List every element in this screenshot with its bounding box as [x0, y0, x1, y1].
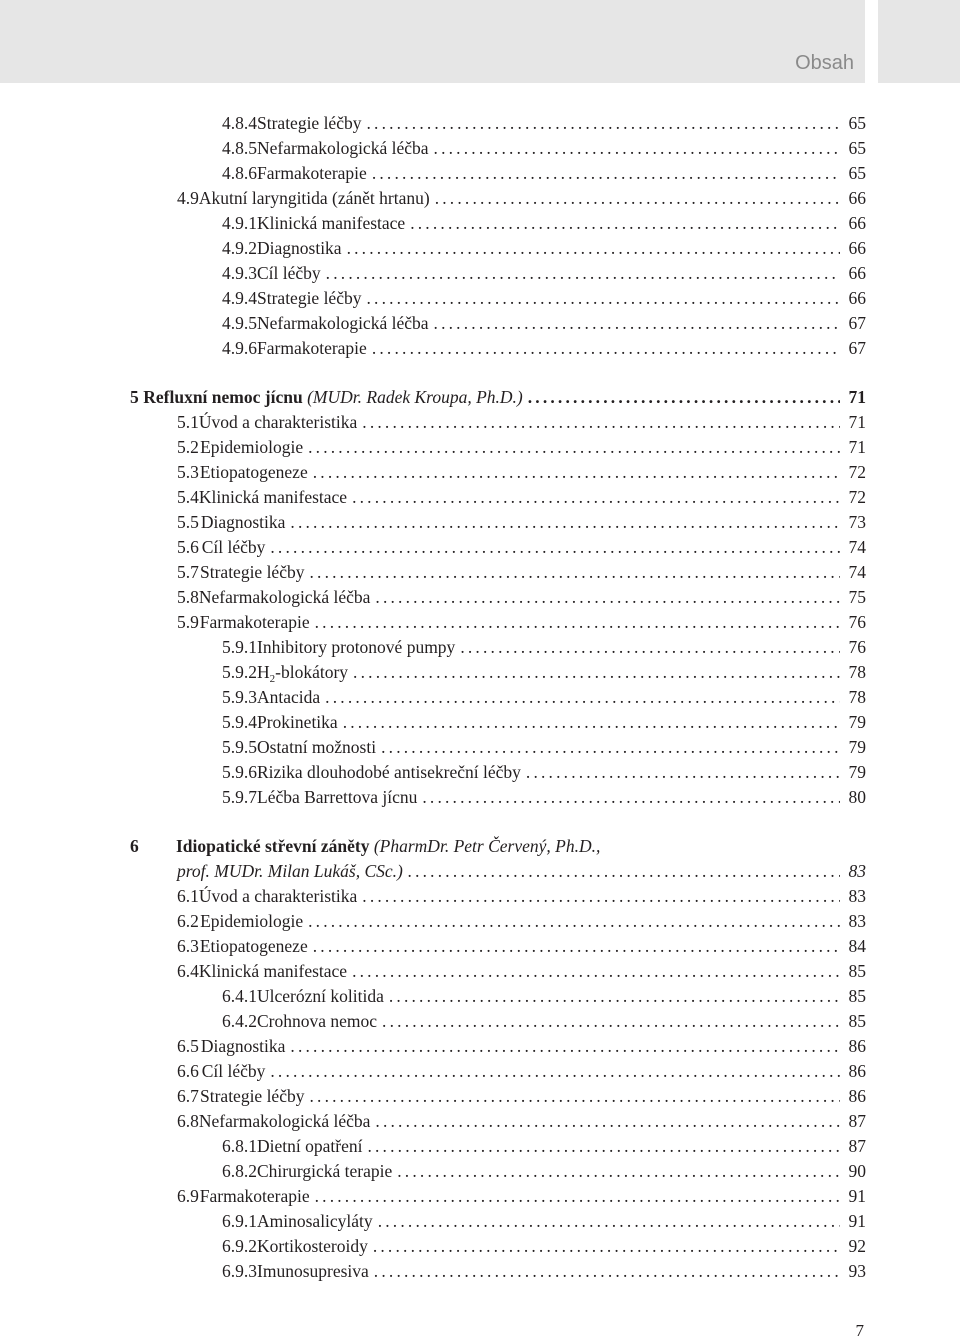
toc-entry-number: 5.4 — [177, 487, 199, 507]
toc-entry-title: $H_2$-blokátory — [257, 662, 349, 685]
toc-entry-title: prof. MUDr. Milan Lukáš, CSc.) — [177, 861, 403, 881]
header-band — [0, 0, 865, 83]
toc-entry-title: Ulcerózní kolitida — [257, 986, 384, 1006]
dot-leader — [460, 635, 840, 660]
toc-entry-number: 6 — [130, 836, 139, 856]
toc-entry-number: 6.9.1 — [222, 1211, 257, 1231]
toc-entry-page: 86 — [848, 1061, 866, 1081]
toc-entry-title: Farmakoterapie — [257, 338, 367, 358]
toc-entry-page: 87 — [848, 1136, 866, 1156]
toc-entry-page: 72 — [848, 462, 866, 482]
dot-leader — [434, 311, 840, 336]
dot-leader — [315, 610, 840, 635]
dot-leader — [375, 585, 840, 610]
toc-entry-page: 71 — [848, 412, 866, 432]
dot-leader — [290, 510, 840, 535]
toc-entry-number: 5.9.4 — [222, 712, 257, 732]
toc-entry-number: 5.9.6 — [222, 762, 257, 782]
toc-entry-page: 66 — [848, 288, 866, 308]
dot-leader — [308, 435, 840, 460]
toc-entry-title: Nefarmakologická léčba — [257, 138, 429, 158]
toc-entry-author: (PharmDr. Petr Červený, Ph.D., — [369, 836, 601, 856]
toc-entry[interactable] — [177, 435, 866, 460]
toc-entry-number: 4.9 — [177, 188, 199, 208]
dot-leader — [313, 460, 840, 485]
toc-entry[interactable] — [177, 510, 866, 535]
toc-entry-page: 66 — [848, 213, 866, 233]
dot-leader — [290, 1034, 840, 1059]
dot-leader — [382, 1009, 840, 1034]
toc-entry[interactable] — [222, 1009, 866, 1034]
dot-leader — [372, 161, 840, 186]
toc-entry-page: 86 — [848, 1086, 866, 1106]
toc-entry-title: Etiopatogeneze — [199, 462, 308, 482]
dot-leader — [347, 236, 840, 261]
toc-entry[interactable] — [222, 984, 866, 1009]
dot-leader — [422, 785, 840, 810]
toc-entry-number: 5.9.5 — [222, 737, 257, 757]
toc-entry[interactable] — [130, 834, 866, 859]
toc-entry-number: 4.9.5 — [222, 313, 257, 333]
dot-leader — [374, 1259, 840, 1284]
toc-entry[interactable] — [222, 760, 866, 785]
toc-entry-number: 4.9.1 — [222, 213, 257, 233]
toc-entry[interactable] — [177, 1059, 866, 1084]
toc-entry-author: (MUDr. Radek Kroupa, Ph.D.) — [302, 387, 523, 407]
toc-entry-title: Idiopatické střevní záněty (PharmDr. Petr Červený, Ph.D., — [176, 836, 601, 856]
toc-entry-number: 6.8 — [177, 1111, 199, 1131]
toc-entry[interactable] — [222, 211, 866, 236]
dot-leader — [381, 735, 840, 760]
dot-leader — [353, 660, 840, 685]
dot-leader — [315, 1184, 840, 1209]
toc-entry[interactable] — [177, 1109, 866, 1134]
toc-entry-page: 71 — [848, 387, 866, 407]
toc-entry-number: 6.9.2 — [222, 1236, 257, 1256]
dot-leader — [373, 1234, 840, 1259]
toc-entry[interactable] — [177, 610, 866, 635]
dot-leader — [352, 485, 840, 510]
toc-entry-title: Strategie léčby — [257, 288, 362, 308]
toc-entry-page: 78 — [848, 662, 866, 682]
toc-entry-number: 6.2 — [177, 911, 199, 931]
toc-entry-number: 6.4 — [177, 961, 199, 981]
toc-entry-number: 5.9 — [177, 612, 199, 632]
dot-leader — [309, 560, 840, 585]
dot-leader — [326, 261, 840, 286]
toc-entry-title: Farmakoterapie — [199, 1186, 310, 1206]
toc-entry[interactable] — [222, 1209, 866, 1234]
dot-leader — [372, 336, 840, 361]
toc-entry-page: 74 — [848, 537, 866, 557]
toc-entry-page: 65 — [848, 138, 866, 158]
toc-entry-number: 6.6 — [177, 1061, 199, 1081]
toc-entry-number: 4.9.4 — [222, 288, 257, 308]
toc-entry-page: 83 — [848, 911, 866, 931]
toc-entry-title: Diagnostika — [257, 238, 342, 258]
subscript: 2 — [269, 673, 276, 685]
page-number: 7 — [855, 1321, 864, 1340]
toc-entry-page: 65 — [848, 113, 866, 133]
dot-leader — [410, 211, 840, 236]
toc-entry[interactable] — [177, 884, 866, 909]
toc-entry-title: Aminosalicyláty — [257, 1211, 373, 1231]
toc-entry-page: 75 — [848, 587, 866, 607]
toc-entry-title: Akutní laryngitida (zánět hrtanu) — [198, 188, 430, 208]
toc-entry-number: 5.9.1 — [222, 637, 257, 657]
toc-entry[interactable] — [177, 1184, 866, 1209]
toc-entry[interactable] — [222, 685, 866, 710]
toc-entry-page: 78 — [848, 687, 866, 707]
toc-entry-number: 5.1 — [177, 412, 199, 432]
toc-entry-page: 84 — [848, 936, 866, 956]
dot-leader — [389, 984, 840, 1009]
toc-entry-title: Strategie léčby — [257, 113, 362, 133]
toc-entry-title: Ostatní možnosti — [257, 737, 377, 757]
toc-entry-number: 5.9.7 — [222, 787, 257, 807]
toc-entry[interactable] — [222, 111, 866, 136]
toc-entry-number: 6.9.3 — [222, 1261, 257, 1281]
dot-leader — [270, 535, 840, 560]
toc-entry-number: 6.8.1 — [222, 1136, 257, 1156]
toc-entry[interactable] — [222, 1234, 866, 1259]
toc-entry[interactable] — [177, 410, 866, 435]
dot-leader — [435, 186, 840, 211]
toc-entry-number: 4.9.6 — [222, 338, 257, 358]
toc-entry-number: 5.6 — [177, 537, 199, 557]
dot-leader — [526, 760, 840, 785]
toc-entry-page: 79 — [848, 737, 866, 757]
toc-entry-page: 76 — [848, 637, 866, 657]
toc-entry[interactable] — [177, 460, 866, 485]
toc-entry-number: 5 — [130, 387, 139, 407]
toc-entry-page: 79 — [848, 712, 866, 732]
toc-entry-title: Nefarmakologická léčba — [257, 313, 429, 333]
toc-entry-page: 93 — [848, 1261, 866, 1281]
dot-leader — [308, 909, 840, 934]
dot-leader — [343, 710, 840, 735]
toc-entry[interactable] — [222, 311, 866, 336]
toc-entry-page: 66 — [848, 188, 866, 208]
toc-entry-title: Farmakoterapie — [257, 163, 367, 183]
dot-leader — [434, 136, 840, 161]
toc-entry-number: 4.9.2 — [222, 238, 257, 258]
toc-entry-number: 6.4.2 — [222, 1011, 257, 1031]
dot-leader — [528, 385, 840, 410]
toc-entry-page: 83 — [848, 861, 866, 881]
toc-entry-number: 5.9.3 — [222, 687, 257, 707]
dot-leader — [270, 1059, 840, 1084]
toc-entry[interactable] — [177, 585, 866, 610]
toc-entry-page: 86 — [848, 1036, 866, 1056]
dot-leader — [313, 934, 840, 959]
toc-entry-title: Klinická manifestace — [257, 213, 406, 233]
toc-entry[interactable] — [177, 560, 866, 585]
toc-entry-number: 4.9.3 — [222, 263, 257, 283]
toc-entry[interactable] — [177, 485, 866, 510]
toc-entry-number: 6.8.2 — [222, 1161, 257, 1181]
toc-entry-page: 73 — [848, 512, 866, 532]
toc-entry[interactable] — [222, 710, 866, 735]
toc-entry-page: 91 — [848, 1211, 866, 1231]
toc-entry-title: Úvod a charakteristika — [198, 412, 358, 432]
dot-leader — [362, 410, 840, 435]
toc-entry[interactable] — [177, 859, 866, 884]
toc-entry-page: 85 — [848, 986, 866, 1006]
dot-leader — [362, 884, 840, 909]
toc-entry-title: Crohnova nemoc — [257, 1011, 378, 1031]
toc-entry-title: Kortikosteroidy — [257, 1236, 368, 1256]
toc-entry[interactable] — [222, 735, 866, 760]
toc-entry-title: Úvod a charakteristika — [198, 886, 358, 906]
header-band-right — [878, 0, 960, 83]
dot-leader — [397, 1159, 840, 1184]
toc-entry-title: Epidemiologie — [200, 437, 304, 457]
toc-entry-number: 6.7 — [177, 1086, 199, 1106]
toc-entry-title: Klinická manifestace — [198, 487, 348, 507]
toc-entry[interactable] — [177, 1034, 866, 1059]
toc-entry-page: 74 — [848, 562, 866, 582]
toc-entry-title: Prokinetika — [257, 712, 338, 732]
toc-entry-number: 6.3 — [177, 936, 199, 956]
toc-entry-number: 4.8.4 — [222, 113, 257, 133]
toc-entry[interactable] — [222, 136, 866, 161]
dot-leader — [309, 1084, 840, 1109]
toc-entry[interactable] — [222, 161, 866, 186]
toc-entry-page: 83 — [848, 886, 866, 906]
toc-entry-title: Cíl léčby — [201, 537, 266, 557]
toc-entry[interactable] — [177, 186, 866, 211]
toc-entry-title: Chirurgická terapie — [257, 1161, 393, 1181]
toc-entry-title: Antacida — [257, 687, 321, 707]
toc-entry-page: 66 — [848, 263, 866, 283]
toc-entry-page: 80 — [848, 787, 866, 807]
toc-entry-title: Nefarmakologická léčba — [198, 587, 371, 607]
toc-entry[interactable] — [177, 959, 866, 984]
toc-entry[interactable] — [130, 385, 866, 410]
toc-entry-page: 67 — [848, 313, 866, 333]
toc-entry-title: Rizika dlouhodobé antisekreční léčby — [257, 762, 521, 782]
toc-entry-number: 6.4.1 — [222, 986, 257, 1006]
toc-entry-title: Strategie léčby — [200, 562, 305, 582]
toc-entry[interactable] — [222, 1259, 866, 1284]
toc-entry[interactable] — [222, 261, 866, 286]
toc-entry-page: 79 — [848, 762, 866, 782]
toc-entry-page: 85 — [848, 961, 866, 981]
toc-entry-page: 91 — [848, 1186, 866, 1206]
toc-entry[interactable] — [177, 909, 866, 934]
dot-leader — [325, 685, 840, 710]
toc-entry-number: 5.2 — [177, 437, 199, 457]
toc-entry-page: 66 — [848, 238, 866, 258]
toc-entry-title: Epidemiologie — [200, 911, 304, 931]
toc-entry-title: Nefarmakologická léčba — [198, 1111, 371, 1131]
dot-leader — [408, 859, 840, 884]
toc-entry-page: 67 — [848, 338, 866, 358]
toc-entry-number: 5.5 — [177, 512, 199, 532]
toc-entry-page: 65 — [848, 163, 866, 183]
toc-entry[interactable] — [177, 934, 866, 959]
toc-entry-title: Strategie léčby — [200, 1086, 305, 1106]
toc-entry-title: Léčba Barrettova jícnu — [257, 787, 418, 807]
dot-leader — [378, 1209, 840, 1234]
toc-entry-title: Refluxní nemoc jícnu (MUDr. Radek Kroupa, Ph.D.) — [143, 387, 523, 407]
toc-entry-number: 5.9.2 — [222, 662, 257, 682]
toc-entry-number: 6.1 — [177, 886, 199, 906]
toc-entry-title: Inhibitory protonové pumpy — [257, 637, 456, 657]
toc-entry[interactable] — [222, 286, 866, 311]
toc-entry-title: Etiopatogeneze — [199, 936, 308, 956]
dot-leader — [352, 959, 840, 984]
toc-entry[interactable] — [222, 1134, 866, 1159]
toc-entry-page: 71 — [848, 437, 866, 457]
toc-entry[interactable] — [177, 535, 866, 560]
toc-entry-title: Diagnostika — [200, 1036, 286, 1056]
toc-entry-title: Dietní opatření — [257, 1136, 363, 1156]
toc-entry-page: 87 — [848, 1111, 866, 1131]
toc-entry-title: Cíl léčby — [201, 1061, 266, 1081]
toc-entry-number: 6.9 — [177, 1186, 199, 1206]
toc-entry-page: 76 — [848, 612, 866, 632]
toc-entry[interactable] — [222, 660, 866, 685]
toc-entry-number: 4.8.6 — [222, 163, 257, 183]
toc-entry-number: 5.7 — [177, 562, 199, 582]
toc-entry[interactable] — [177, 1084, 866, 1109]
toc-entry[interactable] — [222, 635, 866, 660]
toc-entry-number: 4.8.5 — [222, 138, 257, 158]
toc-entry-title: Klinická manifestace — [198, 961, 348, 981]
toc-entry-number: 5.8 — [177, 587, 199, 607]
dot-leader — [366, 111, 840, 136]
toc-entry-title: Cíl léčby — [257, 263, 321, 283]
toc-entry-page: 72 — [848, 487, 866, 507]
dot-leader — [366, 286, 840, 311]
toc-entry-title: Imunosupresiva — [257, 1261, 369, 1281]
toc-entry[interactable] — [222, 236, 866, 261]
toc-entry-page: 85 — [848, 1011, 866, 1031]
dot-leader — [367, 1134, 840, 1159]
toc-entry-page: 90 — [848, 1161, 866, 1181]
toc-entry[interactable] — [222, 1159, 866, 1184]
toc-entry-page: 92 — [848, 1236, 866, 1256]
header-title: Obsah — [795, 52, 854, 74]
toc-entry-number: 6.5 — [177, 1036, 199, 1056]
toc-entry-number: 5.3 — [177, 462, 199, 482]
dot-leader — [375, 1109, 840, 1134]
toc-entry[interactable] — [222, 785, 866, 810]
toc-entry[interactable] — [222, 336, 866, 361]
toc-entry-title: Farmakoterapie — [199, 612, 310, 632]
toc-entry-title: Diagnostika — [200, 512, 286, 532]
